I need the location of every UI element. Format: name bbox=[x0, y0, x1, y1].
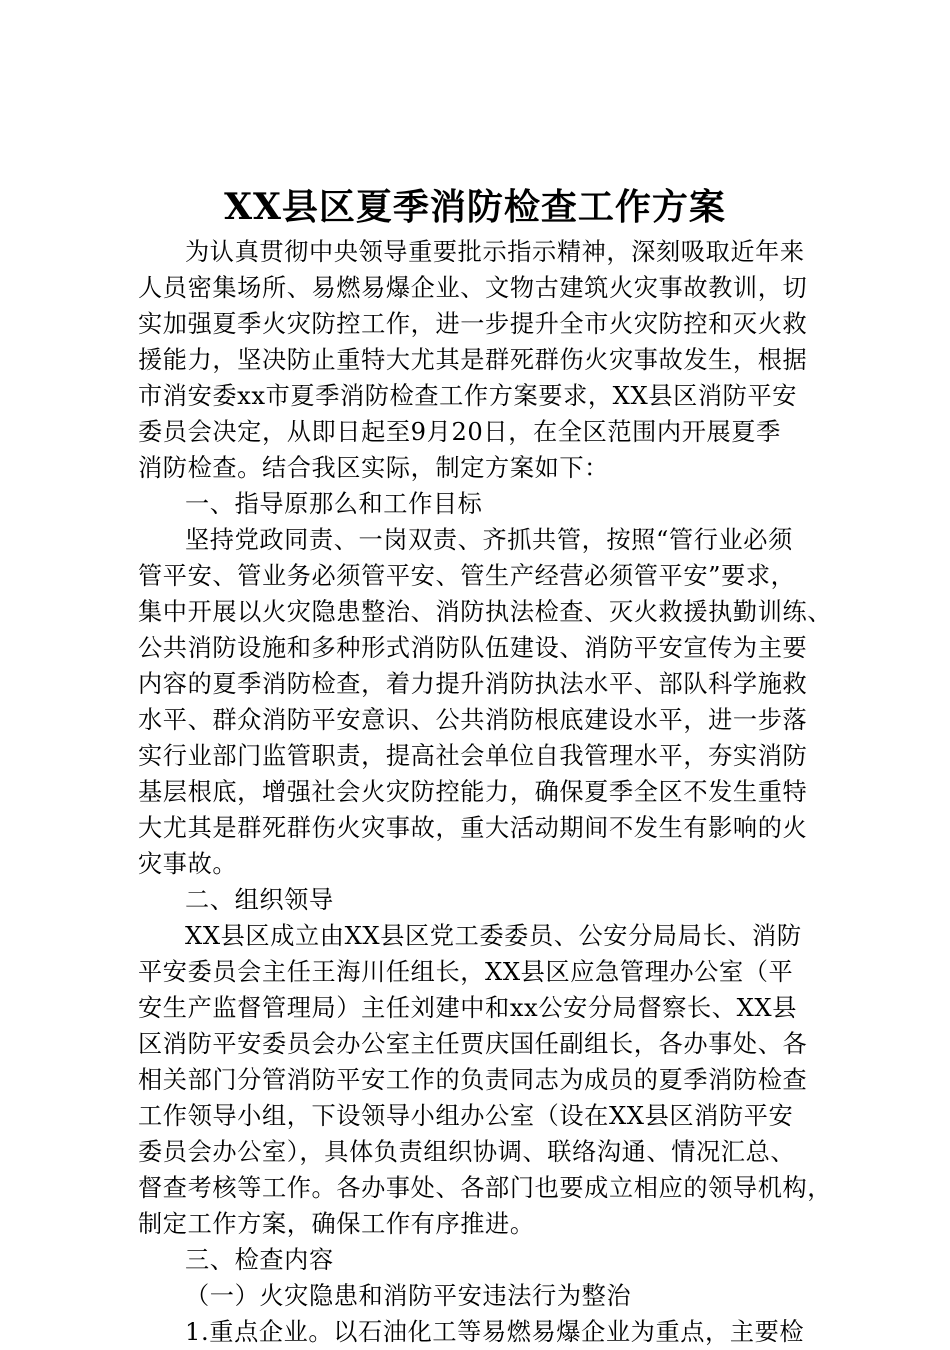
paragraph-line: 委员会决定，从即日起至9月20日，在全区范围内开展夏季 bbox=[138, 418, 781, 446]
paragraph-line: 实加强夏季火灾防控工作，进一步提升全市火灾防控和灭火救 bbox=[138, 310, 808, 338]
paragraph-line: 集中开展以火灾隐患整治、消防执法检查、灭火救援执勤训练、 bbox=[138, 598, 833, 626]
paragraph-line: 坚持党政同责、一岗双责、齐抓共管，按照“管行业必须 bbox=[185, 526, 793, 554]
paragraph-line: 区消防平安委员会办公室主任贾庆国任副组长，各办事处、各 bbox=[138, 1030, 808, 1058]
paragraph-line: 水平、群众消防平安意识、公共消防根底建设水平，进一步落 bbox=[138, 706, 808, 734]
paragraph-line: 实行业部门监管职责，提高社会单位自我管理水平，夯实消防 bbox=[138, 742, 808, 770]
paragraph-line: 市消安委xx市夏季消防检查工作方案要求，XX县区消防平安 bbox=[138, 382, 798, 410]
paragraph-line: XX县区成立由XX县区党工委委员、公安分局局长、消防 bbox=[185, 922, 802, 950]
paragraph-line: 内容的夏季消防检查，着力提升消防执法水平、部队科学施救 bbox=[138, 670, 808, 698]
section-heading: 三、检查内容 bbox=[185, 1246, 334, 1274]
paragraph-line: 人员密集场所、易燃易爆企业、文物古建筑火灾事故教训，切 bbox=[138, 274, 808, 302]
paragraph-line: 公共消防设施和多种形式消防队伍建设、消防平安宣传为主要 bbox=[138, 634, 808, 662]
paragraph-line: 基层根底，增强社会火灾防控能力，确保夏季全区不发生重特 bbox=[138, 778, 808, 806]
subsection-heading: （一）火灾隐患和消防平安违法行为整治 bbox=[185, 1282, 632, 1310]
paragraph-line: 消防检查。结合我区实际，制定方案如下： bbox=[138, 454, 609, 482]
paragraph-line: 1.重点企业。以石油化工等易燃易爆企业为重点，主要检 bbox=[185, 1318, 805, 1346]
paragraph-line: 工作领导小组，下设领导小组办公室（设在XX县区消防平安 bbox=[138, 1102, 794, 1130]
section-heading: 二、组织领导 bbox=[185, 886, 334, 914]
paragraph-line: 援能力，坚决防止重特大尤其是群死群伤火灾事故发生，根据 bbox=[138, 346, 808, 374]
paragraph-line: 大尤其是群死群伤火灾事故，重大活动期间不发生有影响的火 bbox=[138, 814, 808, 842]
paragraph-line: 督查考核等工作。各办事处、各部门也要成立相应的领导机构， bbox=[138, 1174, 833, 1202]
paragraph-line: 安生产监督管理局）主任刘建中和xx公安分局督察长、XX县 bbox=[138, 994, 798, 1022]
paragraph-line: 制定工作方案，确保工作有序推进。 bbox=[138, 1210, 535, 1238]
paragraph-line: 灾事故。 bbox=[138, 850, 238, 878]
section-heading: 一、指导原那么和工作目标 bbox=[185, 490, 483, 518]
paragraph-line: 为认真贯彻中央领导重要批示指示精神，深刻吸取近年来 bbox=[185, 238, 805, 266]
paragraph-line: 委员会办公室），具体负责组织协调、联络沟通、情况汇总、 bbox=[138, 1138, 796, 1166]
paragraph-line: 平安委员会主任王海川任组长，XX县区应急管理办公室（平 bbox=[138, 958, 794, 986]
paragraph-line: 相关部门分管消防平安工作的负责同志为成员的夏季消防检查 bbox=[138, 1066, 808, 1094]
paragraph-line: 管平安、管业务必须管平安、管生产经营必须管平安”要求， bbox=[138, 562, 796, 590]
document-title: XX县区夏季消防检查工作方案 bbox=[224, 186, 726, 228]
